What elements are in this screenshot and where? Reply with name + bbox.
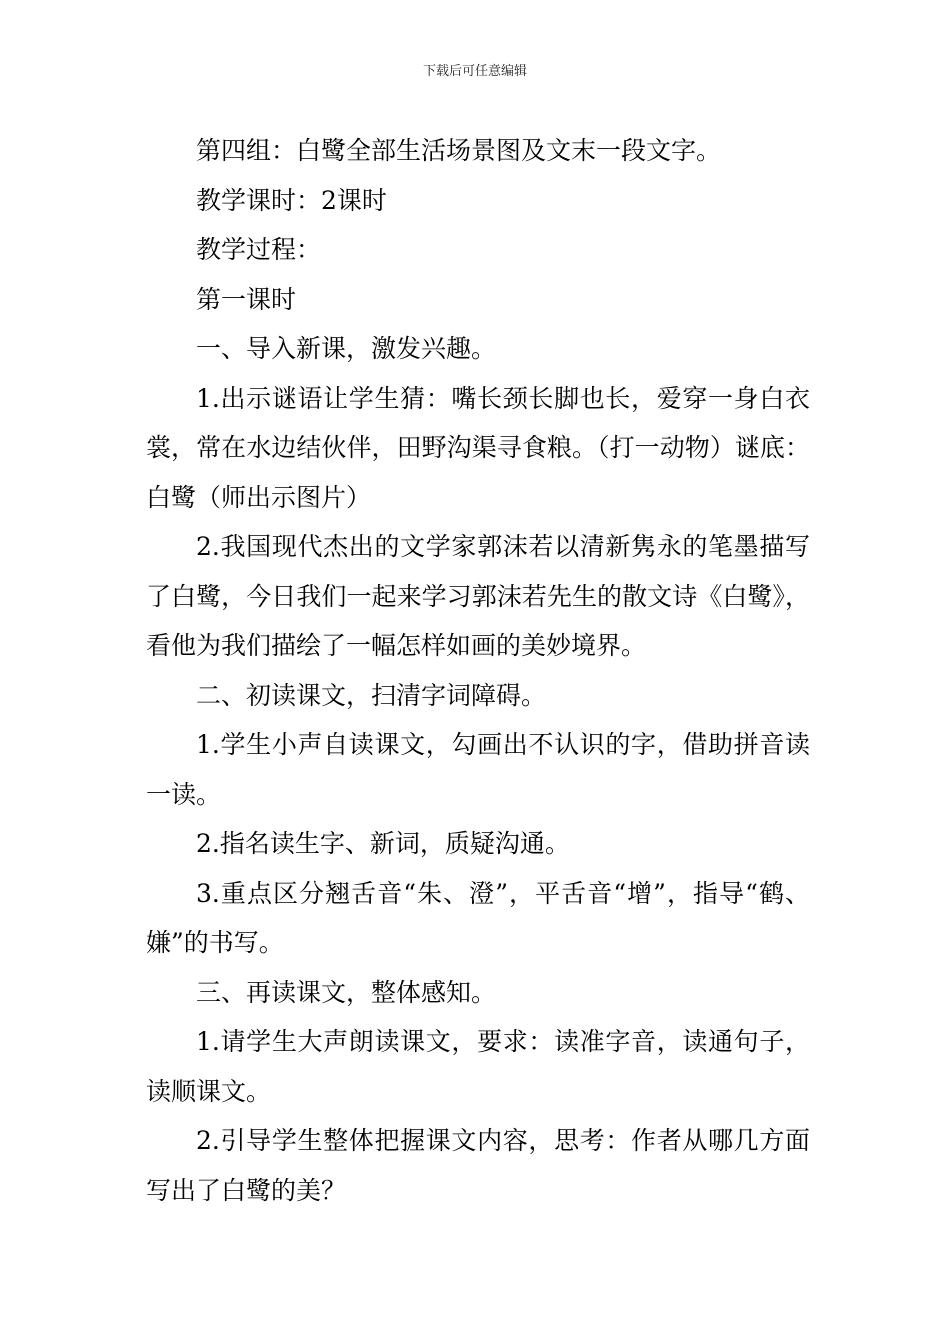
paragraph: 3.重点区分翘舌音“朱、澄”，平舌音“增”，指导“鹤、嫌”的书写。 [146,878,810,957]
paragraph: 1.请学生大声朗读课文，要求：读准字音，读通句子，读顺课文。 [146,1027,810,1106]
section-heading: 三、再读课文，整体感知。 [196,977,497,1007]
paragraph: 1.出示谜语让学生猜：嘴长颈长脚也长，爱穿一身白衣裳，常在水边结伙伴，田野沟渠寻食粮。（打一动物）谜底：白鹭（师出示图片） [146,383,810,512]
paragraph: 第一课时 [196,284,297,314]
paragraph: 教学课时：2课时 [196,185,387,215]
paragraph: 2.我国现代杰出的文学家郭沫若以清新隽永的笔墨描写了白鹭，今日我们一起来学习郭沫若先生的散文诗《白鹭》，看他为我们描绘了一幅怎样如画的美妙境界。 [146,532,810,660]
paragraph: 1.学生小声自读课文，勾画出不认识的字，借助拼音读一读。 [146,730,810,809]
section-heading: 二、初读课文，扫清字词障碍。 [196,680,547,710]
page-header: 下载后可任意编辑 [422,64,527,79]
paragraph: 教学过程： [196,235,322,264]
section-heading: 一、导入新课，激发兴趣。 [196,334,497,363]
paragraph: 2.引导学生整体把握课文内容，思考：作者从哪几方面写出了白鹭的美？ [146,1126,810,1205]
paragraph: 第四组：白鹭全部生活场景图及文末一段文字。 [196,136,722,165]
paragraph: 2.指名读生字、新词，质疑沟通。 [196,829,570,858]
document-body [146,126,810,1215]
